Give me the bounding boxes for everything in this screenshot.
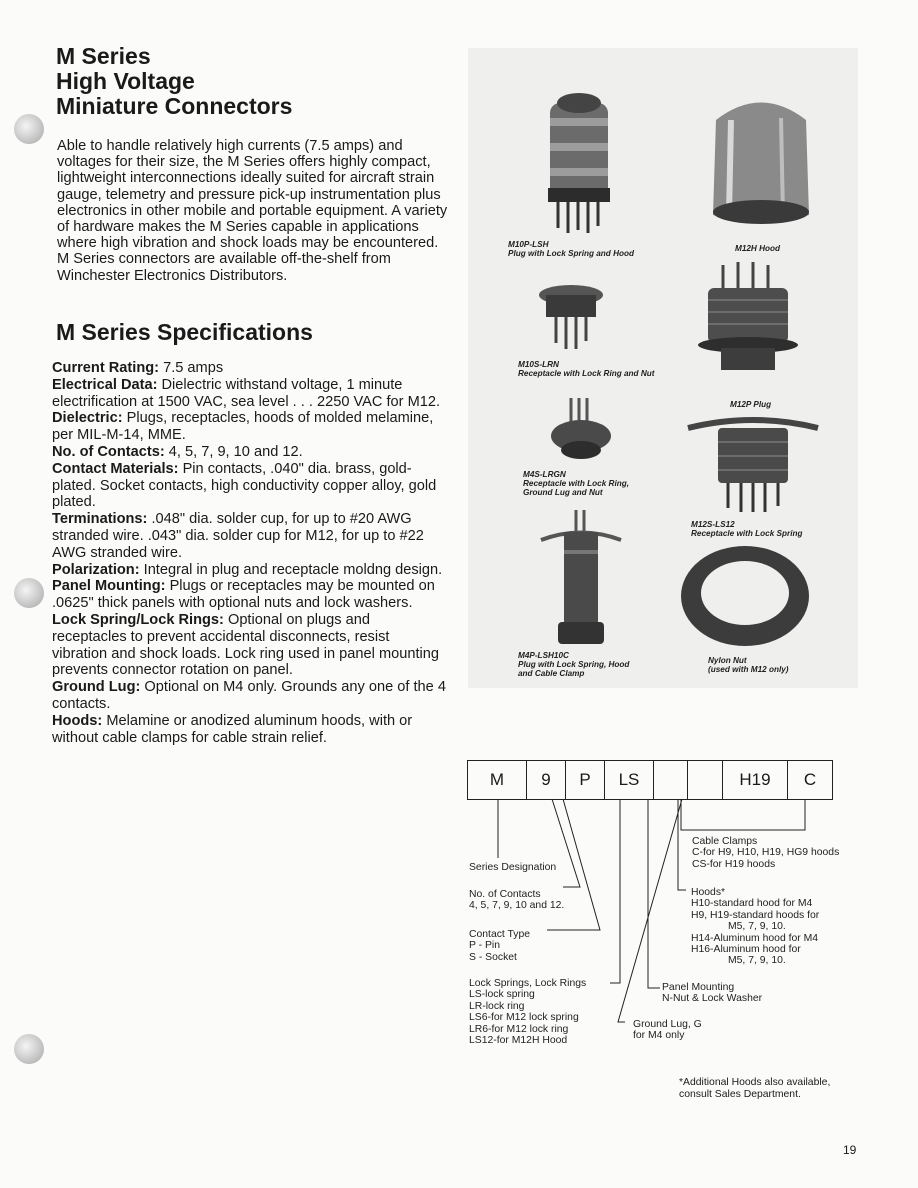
m12s-caption: M12S-LS12 Receptacle with Lock Spring	[691, 520, 803, 538]
m4p-caption: M4P-LSH10C Plug with Lock Spring, Hood and Cable Clamp	[518, 651, 630, 678]
spec-item: Terminations: .048" dia. solder cup, for up to #20 AWG stranded wire. .043" dia. solder cup for M12, for up to #22 AWG stranded wire.	[52, 511, 424, 561]
code-cell-lock: LS	[605, 761, 654, 799]
code-cell-clamp: C	[803, 770, 817, 789]
label-lock-springs: Lock Springs, Lock Rings LS-lock spring LR-lock ring LS6-for M12 lock spring LR6-for M12 lock ring LS12-for M12H Hood	[469, 978, 587, 1047]
nylon-nut-caption: Nylon Nut (used with M12 only)	[708, 656, 789, 674]
page-number: 19	[843, 1143, 857, 1157]
label-cable-clamps: Cable Clamps C-for H9, H10, H19, HG9 hoods CS-for H19 hoods	[692, 836, 840, 870]
intro-paragraph: Able to handle relatively high currents (7.5 amps) and voltages for their size, the M Series offers highly compact, lightweight interconnections ideally suited for aircraft strain gauge, telemetry and pressure pick-up instrumentation plus electronics in other mobile and portable equipment. A variety of hardware makes the M Series capable in applications where high vibration and shock loads may be encountered. M Series connectors are available off-the-shelf from Winchester Electronics Distributors.	[57, 138, 448, 284]
spec-item: Electrical Data: Dielectric withstand voltage, 1 minute electrification at 1500 VAC, sea level . . . 2250 VAC for M12.	[52, 376, 441, 410]
code-cell-contacts: 9	[527, 761, 566, 799]
m12h-caption: M12H Hood	[735, 244, 781, 253]
code-cell-hood: H19	[723, 761, 788, 799]
spec-item: No. of Contacts: 4, 5, 7, 9, 10 and 12.	[52, 443, 303, 460]
spec-item: Dielectric: Plugs, receptacles, hoods of molded melamine, per MIL-M-14, MME.	[52, 410, 434, 444]
label-panel-mounting: Panel Mounting N-Nut & Lock Washer	[662, 982, 763, 1005]
m4s-caption: M4S-LRGN Receptacle with Lock Ring, Ground Lug and Nut	[523, 470, 630, 497]
label-ground-lug: Ground Lug, G for M4 only	[633, 1019, 702, 1042]
code-cell-type: P	[566, 761, 605, 799]
specifications-heading: M Series Specifications	[56, 319, 313, 345]
label-series-designation: Series Designation	[469, 862, 557, 873]
spec-item: Current Rating: 7.5 amps	[52, 360, 224, 376]
spec-item: Panel Mounting: Plugs or receptacles may be mounted on .0625" thick panels with optional nuts and lock washers.	[52, 578, 435, 612]
code-cell-series: M	[468, 761, 527, 799]
label-number-of-contacts: No. of Contacts 4, 5, 7, 9, 10 and 12.	[469, 889, 565, 912]
m10s-caption: M10S-LRN Receptacle with Lock Ring and Nut	[518, 360, 655, 378]
m10p-caption: M10P-LSH Plug with Lock Spring and Hood	[508, 240, 634, 258]
m12p-caption: M12P Plug	[730, 400, 772, 409]
spec-item: Hoods: Melamine or anodized aluminum hoods, with or without cable clamps for cable strain relief.	[52, 712, 413, 746]
spec-item: Polarization: Integral in plug and receptacle moldng design.	[52, 561, 443, 578]
label-hoods: Hoods* H10-standard hood for M4 H9, H19-standard hoods for M5, 7, 9, 10. H14-Aluminum hood for M4 H16-Aluminum hood for M5, 7, 9, 10.	[691, 887, 820, 967]
footnote: *Additional Hoods also available, consult Sales Department.	[679, 1077, 831, 1100]
spec-item: Contact Materials: Pin contacts, .040" dia. brass, gold-plated. Socket contacts, high conductivity copper alloy, gold plated.	[52, 460, 437, 511]
page-title: M Series High Voltage Miniature Connectors	[56, 43, 293, 119]
label-contact-type: Contact Type P - Pin S - Socket	[469, 929, 531, 963]
spec-item: Lock Spring/Lock Rings: Optional on plugs and receptacles to prevent accidental disconnects, resist vibration and shock loads. Lock ring used in panel mounting prevents connector rotation on panel.	[52, 611, 439, 679]
spec-item: Ground Lug: Optional on M4 only. Grounds any one of the 4 contacts.	[52, 679, 446, 712]
